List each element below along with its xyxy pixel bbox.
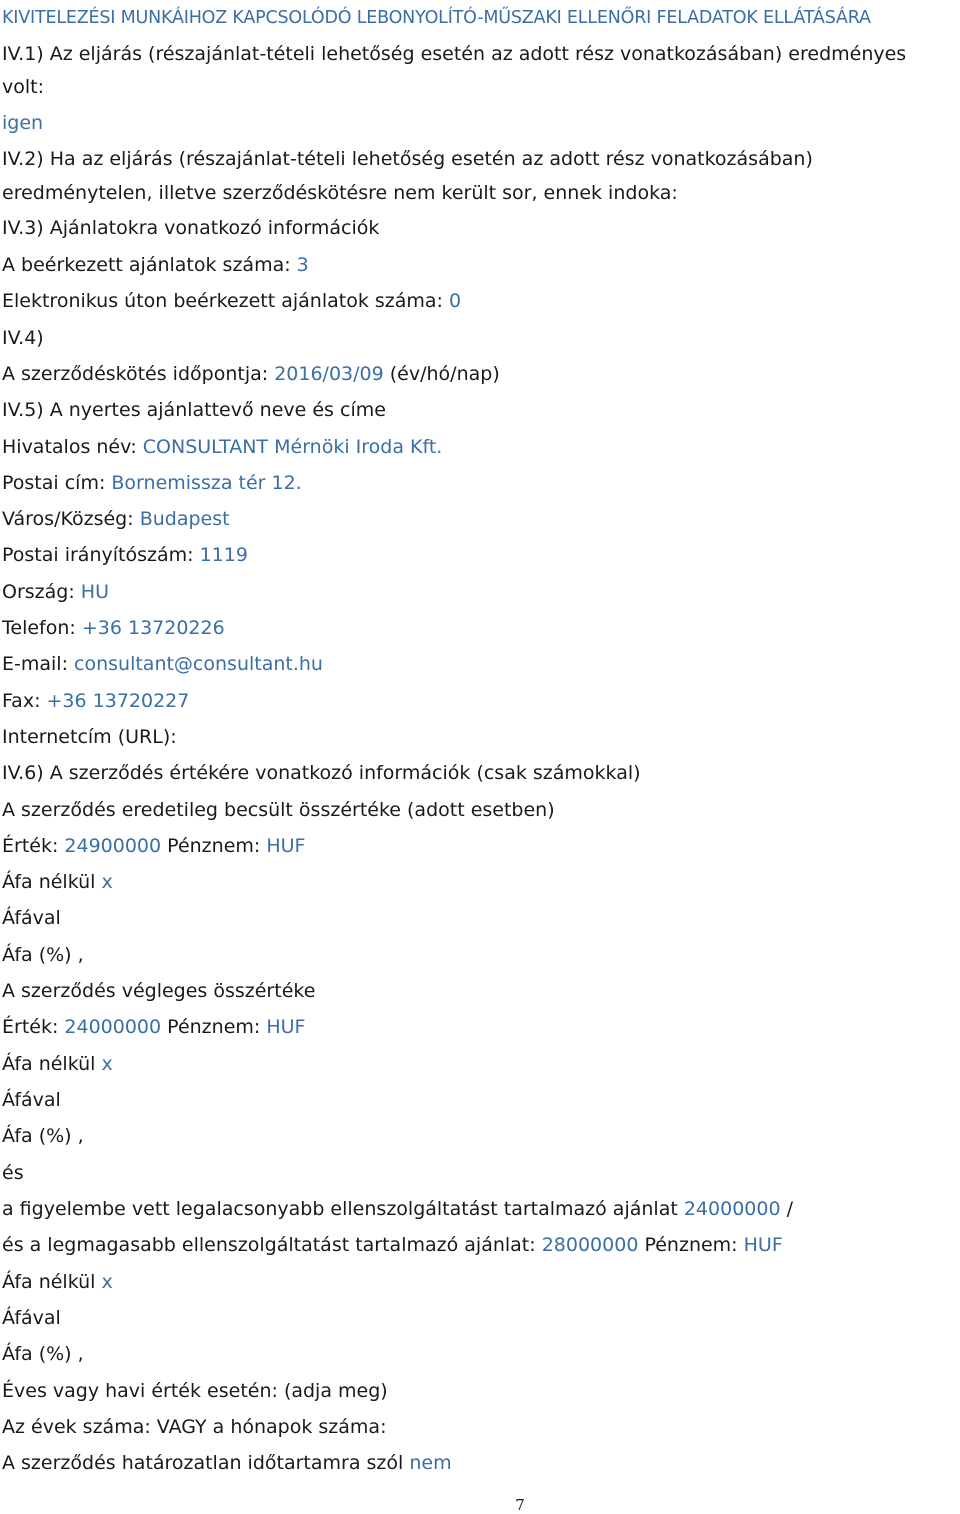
- highest-currency-label: Pénznem:: [638, 1234, 744, 1256]
- iv1-label-line2: volt:: [2, 76, 44, 98]
- electronic-label: Elektronikus úton beérkezett ajánlatok száma:: [2, 290, 449, 312]
- iv1-label-line1: IV.1) Az eljárás (részajánlat-tételi lehetőség esetén az adott rész vonatkozásában) eredményes: [2, 43, 907, 65]
- address-value: Bornemissza tér 12.: [111, 472, 302, 494]
- highest-label: és a legmagasabb ellenszolgáltatást tartalmazó ajánlat:: [2, 1234, 542, 1256]
- indefinite-value: nem: [409, 1452, 452, 1474]
- date-suffix: (év/hó/nap): [383, 363, 500, 385]
- winner-city-row: [2, 507, 230, 531]
- estimated-vat-excl-row: [2, 870, 113, 894]
- iv3-received-row: [2, 253, 309, 277]
- city-value: Budapest: [139, 508, 230, 530]
- highest-offer-row: [2, 1233, 783, 1257]
- vat-excl-label: Áfa nélkül: [2, 871, 102, 893]
- page-number: 7: [515, 1496, 525, 1514]
- offers-vat-pct-label: Áfa (%) ,: [2, 1343, 84, 1365]
- winner-country-row: [2, 580, 109, 604]
- estimated-vat-incl-label: Áfával: [2, 907, 61, 929]
- vat-excl-mark: x: [101, 1053, 113, 1075]
- name-value: CONSULTANT Mérnöki Iroda Kft.: [142, 436, 443, 458]
- iv3-electronic-row: [2, 289, 461, 313]
- email-label: E-mail:: [2, 653, 75, 675]
- indefinite-label: A szerződés határozatlan időtartamra szól: [2, 1452, 410, 1474]
- received-value: 3: [296, 254, 309, 276]
- winner-phone-row: [2, 616, 225, 640]
- final-value: 24000000: [64, 1016, 162, 1038]
- estimated-value-row: [2, 834, 305, 858]
- final-vat-pct-label: Áfa (%) ,: [2, 1125, 84, 1147]
- lowest-label: a figyelembe vett legalacsonyabb ellenszolgáltatást tartalmazó ajánlat: [2, 1198, 684, 1220]
- final-title: A szerződés végleges összértéke: [2, 980, 316, 1002]
- country-label: Ország:: [2, 581, 81, 603]
- highest-value: 28000000: [541, 1234, 639, 1256]
- received-label: A beérkezett ajánlatok száma:: [2, 254, 297, 276]
- winner-name-row: [2, 435, 442, 459]
- date-value: 2016/03/09: [274, 363, 384, 385]
- iv1-value: igen: [2, 112, 44, 134]
- annual-label: Éves vagy havi érték esetén: (adja meg): [2, 1380, 388, 1402]
- years-label: Az évek száma: VAGY a hónapok száma:: [2, 1416, 387, 1438]
- vat-excl-label: Áfa nélkül: [2, 1271, 102, 1293]
- winner-address-row: [2, 471, 302, 495]
- estimated-value: 24900000: [64, 835, 162, 857]
- final-currency: HUF: [266, 1016, 306, 1038]
- vat-excl-label: Áfa nélkül: [2, 1053, 102, 1075]
- estimated-title: A szerződés eredetileg becsült összértéke (adott esetben): [2, 799, 555, 821]
- lowest-offer-row: [2, 1197, 793, 1221]
- estimated-value-label: Érték:: [2, 835, 65, 857]
- final-value-label: Érték:: [2, 1016, 65, 1038]
- fax-value: +36 13720227: [46, 690, 190, 712]
- estimated-currency-label: Pénznem:: [161, 835, 267, 857]
- vat-excl-mark: x: [101, 1271, 113, 1293]
- electronic-value: 0: [448, 290, 462, 312]
- iv3-title: IV.3) Ajánlatokra vonatkozó információk: [2, 217, 380, 239]
- final-vat-excl-row: [2, 1052, 113, 1076]
- iv4-date-row: [2, 362, 500, 386]
- email-value: consultant@consultant.hu: [74, 653, 323, 675]
- highest-currency: HUF: [743, 1234, 783, 1256]
- iv5-title: IV.5) A nyertes ajánlattevő neve és címe: [2, 399, 386, 421]
- winner-zip-row: [2, 543, 248, 567]
- winner-url-label: Internetcím (URL):: [2, 726, 177, 748]
- phone-value: +36 13720226: [81, 617, 225, 639]
- lowest-value: 24000000: [683, 1198, 781, 1220]
- estimated-currency: HUF: [266, 835, 306, 857]
- date-label: A szerződéskötés időpontja:: [2, 363, 275, 385]
- name-label: Hivatalos név:: [2, 436, 143, 458]
- estimated-vat-pct-label: Áfa (%) ,: [2, 944, 84, 966]
- vat-excl-mark: x: [101, 871, 113, 893]
- final-currency-label: Pénznem:: [161, 1016, 267, 1038]
- iv6-title: IV.6) A szerződés értékére vonatkozó információk (csak számokkal): [2, 762, 641, 784]
- final-value-row: [2, 1015, 305, 1039]
- phone-label: Telefon:: [2, 617, 82, 639]
- iv2-line2: eredménytelen, illetve szerződéskötésre nem került sor, ennek indoka:: [2, 182, 678, 204]
- iv4-title: IV.4): [2, 327, 44, 349]
- offers-vat-incl-label: Áfával: [2, 1307, 61, 1329]
- and-label: és: [2, 1162, 24, 1184]
- address-label: Postai cím:: [2, 472, 112, 494]
- offers-vat-excl-row: [2, 1270, 113, 1294]
- fax-label: Fax:: [2, 690, 47, 712]
- zip-value: 1119: [199, 544, 248, 566]
- final-vat-incl-label: Áfával: [2, 1089, 61, 1111]
- indefinite-row: [2, 1451, 452, 1475]
- winner-email-row: [2, 652, 323, 676]
- lowest-suffix: /: [780, 1198, 794, 1220]
- zip-label: Postai irányítószám:: [2, 544, 200, 566]
- city-label: Város/Község:: [2, 508, 140, 530]
- section-header: KIVITELEZÉSI MUNKÁIHOZ KAPCSOLÓDÓ LEBONYOLÍTÓ-MŰSZAKI ELLENŐRI FELADATOK ELLÁTÁSÁRA: [2, 8, 871, 28]
- country-value: HU: [80, 581, 109, 603]
- winner-fax-row: [2, 689, 189, 713]
- iv2-line1: IV.2) Ha az eljárás (részajánlat-tételi lehetőség esetén az adott rész vonatkozásában): [2, 148, 813, 170]
